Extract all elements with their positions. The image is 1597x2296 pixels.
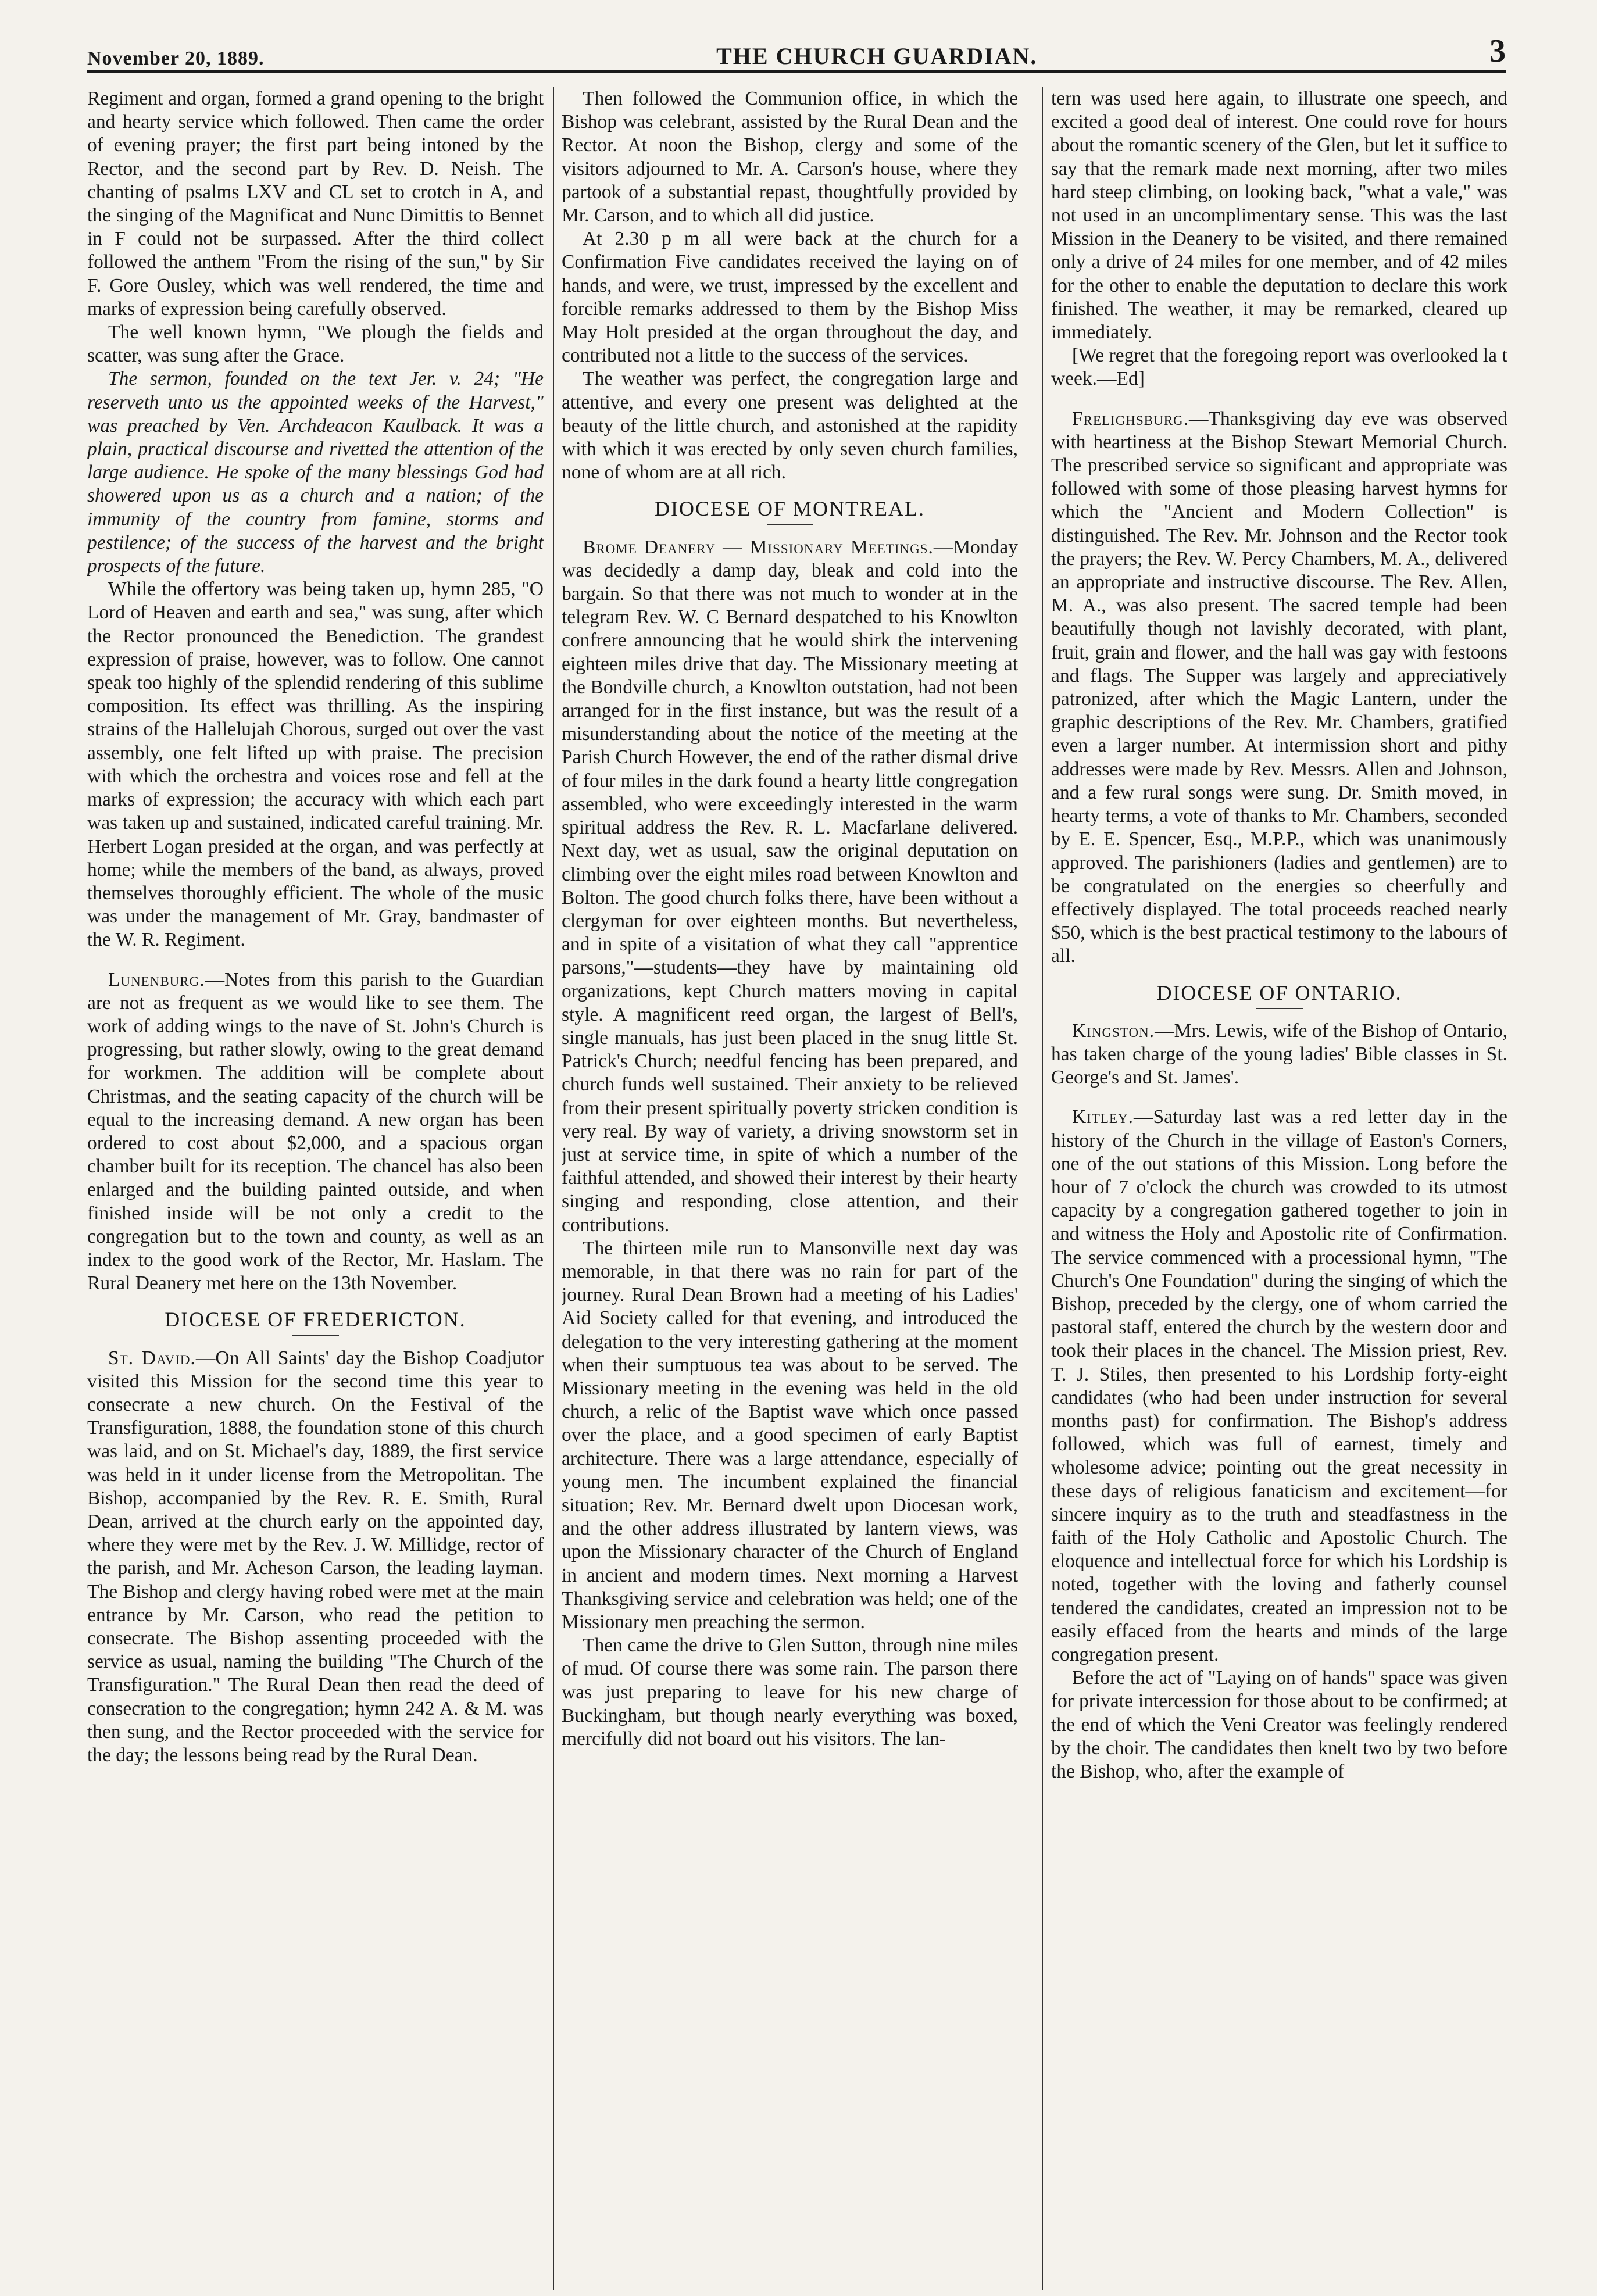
column-3 <box>1051 87 1507 2290</box>
editor-note: [We regret that the foregoing report was overlooked la t week.—Ed] <box>1051 345 1507 390</box>
heading-rule <box>1256 1008 1303 1009</box>
dateline: St. David. <box>108 1347 196 1369</box>
paragraph-body: —Thanksgiving day eve was observed with heartiness at the Bishop Stewart Memorial Church. The prescribed service so significant and appropriate was followed with some of those pleasing harvest hymns for which the "Ancient and Modern Collection" is distinguished. The Rev. Mr. Johnson and the Rector took the prayers; the Rev. W. Percy Chambers, M. A., delivered an appropriate and instructive discourse. The Rev. Allen, M. A., was also present. The sacred temple had been beautifully though not lavishly decorated, with plant, fruit, grain and flower, and the hall was gay with festoons and flags. The Supper was largely and appreciatively patronized, after which the Magic Lantern, under the graphic descriptions of the Rev. Mr. Chambers, gratified even a larger number. At intermission short and pithy addresses were made by Rev. Messrs. Allen and Johnson, and a few rural songs were sung. Dr. Smith moved, in hearty terms, a vote of thanks to Mr. Chambers, seconded by E. E. Spencer, Esq., M.P.P., which was unanimously approved. The parishioners (ladies and gentlemen) are to be congratulated on the energies so cheerfully and effectively displayed. The total proceeds reached nearly $50, which is the best practical testimony to the labours of all. <box>1051 407 1507 967</box>
column-2 <box>562 87 1018 2290</box>
paragraph: At 2.30 p m all were back at the church for a Confirmation Five candidates received the laying on of hands, and were, we trust, impressed by the excellent and forcible remarks addressed to them by the Bishop Miss May Holt presided at the organ throughout the day, and contributed not a little to the success of the services. <box>562 228 1018 367</box>
paragraph-body: —Monday was decidedly a damp day, bleak and cold into the bargain. So that there was not much to wonder at in the telegram Rev. W. C Bernard despatched to his Knowlton confrere announcing that he would shirk the intervening eighteen miles drive that day. The Missionary meeting at the Bondville church, a Knowlton outstation, had not been arranged for in the first instance, but was the result of a misunderstanding about the notice of the meeting at the Parish Church However, the end of the rather dismal drive of four miles in the dark found a hearty little congregation assembled, who were exceedingly interested in the warm spiritual address the Rev. R. L. Macfarlane delivered. Next day, wet as usual, saw the original deputation on climbing over the eight miles road between Knowlton and Bolton. The good church folks there, have been without a clergyman for over eighteen months. But nevertheless, and in spite of a visitation of what they call "apprentice parsons,"—students—they have by maintaining old organizations, kept Church matters moving in capital style. A magnificent reed organ, the largest of Bell's, single manuals, has just been placed in the snug little St. Patrick's Church; needful fencing has been prepared, and church funds well sustained. Their anxiety to be relieved from their present spiritually poverty stricken condition is very real. By way of variety, a driving snowstorm set in just at service time, in spite of which a number of the faithful attended, and showed their interest by their hearty singing and responding, close attention, and their contributions. <box>562 536 1018 1236</box>
dateline: Kitley. <box>1072 1106 1134 1128</box>
paragraph-body: —Saturday last was a red letter day in the history of the Church in the village of Easton's Corners, one of the out stations of this Mission. Long before the hour of 7 o'clock the church was crowded to its utmost capacity by a congregation gathered together to join in and witness the Holy and Apostolic rite of Confirmation. The service commenced with a processional hymn, "The Church's One Foundation" during the singing of which the Bishop, preceded by the clergy, one of whom carried the pastoral staff, entered the church by the western door and took their places in the chancel. The Mission priest, Rev. T. J. Stiles, then presented to his Lordship forty-eight candidates (who had been under instruction for several months past) for confirmation. The Bishop's address followed, which was full of earnest, timely and wholesome advice; pointing out the great necessity in these days of religious fanaticism and excitement—for sincere inquiry as to the truth and steadfastness in the faith of the Holy Catholic and Apostolic Church. The eloquence and intellectual force for which his Lordship is noted, together with the loving and fatherly counsel tendered the candidates, created an impression not to be easily effaced from the hearts and minds of the large congregation present. <box>1051 1106 1507 1665</box>
paragraph <box>87 1347 544 1768</box>
column-1 <box>87 87 544 2290</box>
section-heading: DIOCESE OF ONTARIO. <box>1156 981 1402 1004</box>
paragraph: Then followed the Communion office, in which the Bishop was celebrant, assisted by the Rural Dean and the Rector. At noon the Bishop, clergy and some of the visitors adjourned to Mr. A. Carson's house, where they partook of a substantial repast, thoughtfully provided by Mr. Carson, and to which all did justice. <box>562 88 1018 227</box>
spacer <box>87 952 544 968</box>
paragraph: The sermon, founded on the text Jer. v. 24; "He reserveth unto us the appointed weeks of the Harvest," was preached by Ven. Archdeacon Kaulback. It was a plain, practical discourse and rivetted the attention of the large audience. He spoke of the many blessings God had showered upon us as a church and a nation; of the immunity of the country from famine, storms and pestilence; of the success of the harvest and the bright prospects of the future. <box>87 368 544 577</box>
paragraph-body: —On All Saints' day the Bishop Coadjutor visited this Mission for the second time this year to consecrate a new church. On the Festival of the Transfiguration, 1888, the foundation stone of this church was laid, and on St. Michael's day, 1889, the first service was held in it under license from the Metropolitan. The Bishop, accompanied by the Rev. R. E. Smith, Rural Dean, arrived at the church early on the appointed day, where they were met by the Rev. J. W. Millidge, rector of the parish, and Mr. Acheson Carson, the leading layman. The Bishop and clergy having robed were met at the main entrance by Mr. Carson, who read the petition to consecrate. The Bishop assenting proceeded with the service as usual, naming the building "The Church of the Transfiguration." The Rural Dean then read the deed of consecration to the congregation; hymn 242 A. & M. was then sung, and the Rector proceeded with the service for the day; the lessons being read by the Rural Dean. <box>87 1347 544 1766</box>
paragraph: Regiment and organ, formed a grand opening to the bright and hearty service which followed. Then came the order of evening prayer; the first part being intoned by the Rector, and the second part by Rev. D. Neish. The chanting of psalms LXV and CL set to crotch in A, and the singing of the Magnificat and Nunc Dimittis to Bennet in F could not be surpassed. After the third collect followed the anthem "From the rising of the sun," by Sir F. Gore Ousley, which was well rendered, the time and marks of expression being carefully observed. <box>87 88 544 320</box>
paragraph: Then came the drive to Glen Sutton, through nine miles of mud. Of course there was some rain. The parson there was just preparing to leave for his new charge of Buckingham, but though nearly everything was boxed, mercifully did not board out his visitors. The lan- <box>562 1635 1018 1750</box>
paragraph <box>1051 407 1507 968</box>
paragraph-body: —Notes from this parish to the Guardian are not as frequent as we would like to see them. The work of adding wings to the nave of St. John's Church is progressing, but rather slowly, owing to the great demand for workmen. The addition will be complete about Christmas, and the seating capacity of the church will be equal to the increasing demand. A new organ has been ordered to cost about $2,000, and a spacious organ chamber built for its reception. The chancel has also been enlarged and the building painted outside, and when finished inside will be not only a credit to the congregation but to the town and county, as well as an index to the good work of the Rector, Mr. Haslam. The Rural Deanery met here on the 13th November. <box>87 968 544 1294</box>
spacer <box>1051 391 1507 407</box>
spacer <box>1051 1089 1507 1106</box>
dateline: Kingston. <box>1072 1020 1155 1042</box>
masthead: THE CHURCH GUARDIAN. <box>716 43 1038 69</box>
dateline: Frelighsburg. <box>1072 407 1189 430</box>
paragraph: The thirteen mile run to Mansonville next day was memorable, in that there was no rain for part of the journey. Rural Dean Brown had a meeting of his Ladies' Aid Society called for that evening, and introduced the delegation to the very interesting gathering at the moment when their sumptuous tea was about to be served. The Missionary meeting in the evening was held in the old church, a relic of the Baptist wave which once passed over the place, and a good specimen of early Baptist architecture. There was a large attendance, especially of young men. The incumbent explained the financial situation; Rev. Mr. Bernard dwelt upon Diocesan work, and the other address illustrated by lantern views, was upon the Missionary character of the Church of England in ancient and modern times. Next morning a Harvest Thanksgiving service and celebration was held; one of the Missionary men preaching the sermon. <box>562 1237 1018 1633</box>
paragraph: tern was used here again, to illustrate one speech, and excited a good deal of interest. One could rove for hours about the romantic scenery of the Glen, but let it suffice to say that the remark made next morning, after two miles hard steep climbing, on looking back, "what a vale," was not used in an uncomplimentary sense. This was the last Mission in the Deanery to be visited, and there remained only a drive of 24 miles for one member, and of 42 miles for the other to enable the deputation to declare this work finished. The weather, it may be remarked, cleared up immediately. <box>1051 88 1507 344</box>
paragraph <box>1051 1106 1507 1666</box>
paragraph: The well known hymn, "We plough the fields and scatter, was sung after the Grace. <box>87 321 544 367</box>
page-number: 3 <box>1489 33 1506 69</box>
paragraph <box>87 968 544 1296</box>
paragraph-body: —Mrs. Lewis, wife of the Bishop of Ontario, has taken charge of the young ladies' Bible classes in St. George's and St. James'. <box>1051 1020 1507 1089</box>
paragraph: The weather was perfect, the congregation large and attentive, and every one present was delighted at the beauty of the little church, and astonished at the rapidity with which it was erected by only seven church families, none of whom are at all rich. <box>562 368 1018 484</box>
issue-date: November 20, 1889. <box>87 48 265 69</box>
section-heading: DIOCESE OF MONTREAL. <box>654 497 925 521</box>
dateline: Lunenburg. <box>108 968 205 990</box>
paragraph <box>562 536 1018 1237</box>
heading-rule <box>767 524 813 525</box>
column-rule <box>553 87 554 2290</box>
paragraph <box>1051 1020 1507 1090</box>
dateline: Brome Deanery — Missionary Meetings. <box>583 536 934 558</box>
paragraph: While the offertory was being taken up, hymn 285, "O Lord of Heaven and earth and sea," was sung, after which the Rector pronounced the Benediction. The grandest expression of praise, however, was to follow. One cannot speak too highly of the splendid rendering of this sublime composition. Its effect was thrilling. As the inspiring strains of the Hallelujah Chorous, surged out over the vast assembly, one felt lifted up with praise. The precision with which the orchestra and voices rose and fell at the marks of expression; the accuracy with which each part was taken up and sustained, indicated careful training. Mr. Herbert Logan presided at the organ, and was perfectly at home; while the members of the band, as always, proved themselves thoroughly efficient. The whole of the music was under the management of Mr. Gray, bandmaster of the W. R. Regiment. <box>87 578 544 951</box>
section-heading: DIOCESE OF FREDERICTON. <box>165 1308 466 1332</box>
paragraph: Before the act of "Laying on of hands" space was given for private intercession for those about to be confirmed; at the end of which the Veni Creator was feelingly rendered by the choir. The candidates then knelt two by two before the Bishop, who, after the example of <box>1051 1667 1507 1783</box>
heading-rule <box>292 1335 339 1336</box>
page-header <box>87 23 1506 73</box>
column-rule <box>1042 87 1043 2290</box>
